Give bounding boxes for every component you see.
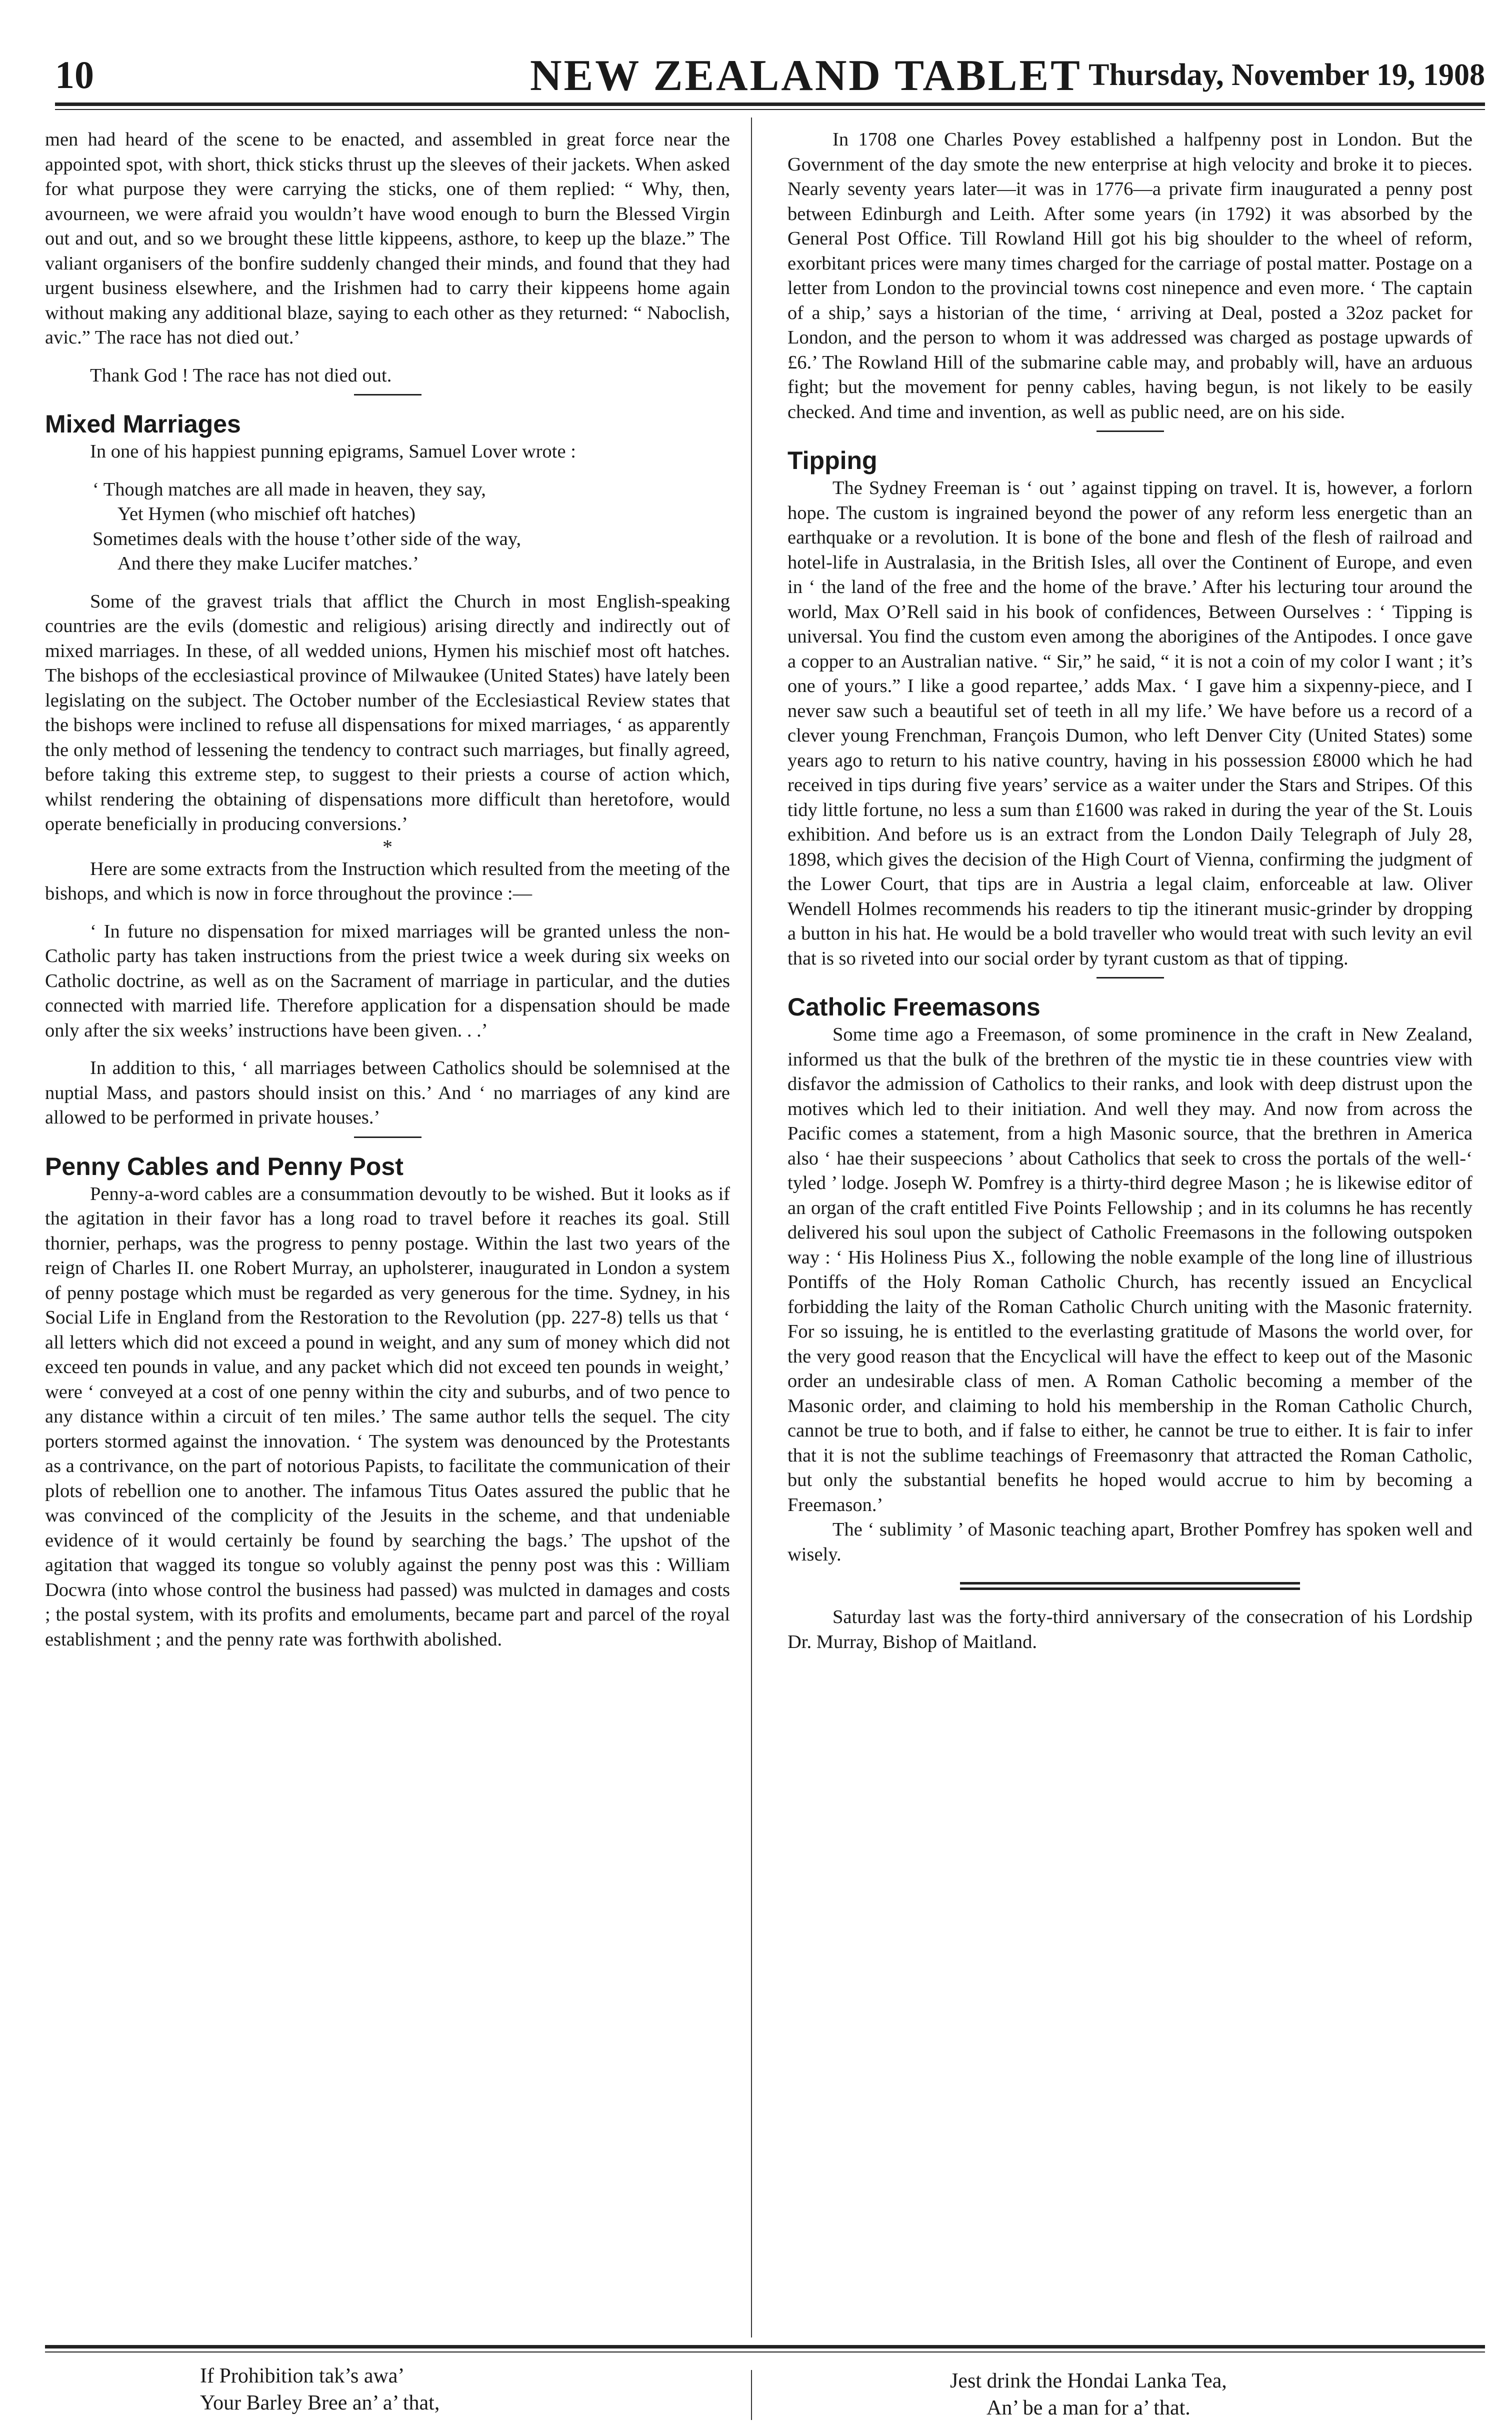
heading-mixed-marriages: Mixed Marriages (45, 410, 241, 438)
asterisk-separator: * (382, 835, 392, 858)
penny-paragraph-2: In 1708 one Charles Povey established a halfpenny post in London. But the Government of the day smote the new enterprise at high velocity and broke it to pieces. Nearly seventy years later—it was in 1776—a private firm inaugurated a penny post between Edinburgh and Leith. After some years (in 1792) it was absorbed by the General Post Office. Till Rowland Hill got his big shoulder to the wheel of reform, exorbitant prices were many times charged for the carriage of postal matter. Postage on a letter from London to the provincial towns cost ninepence and even more. ‘ The captain of a ship,’ says a historian of the time, ‘ arriving at Deal, posted a 32oz packet for London, and the person to whom it was addressed was charged as postage upwards of £6.’ The Rowland Hill of the submarine cable may, and probably will, have an arduous fight; but the movement for penny cables, having begun, is not likely to be easily checked. And time and invention, as well as public need, are on his side. (788, 129, 1472, 422)
mixed-paragraph-3: Here are some extracts from the Instruction which resulted from the meeting of the bishops, and which is now in force throughout the province :— (45, 858, 730, 904)
column-divider (751, 118, 752, 2338)
page-number: 10 (55, 53, 94, 96)
footer-left-line-1: If Prohibition tak’s awa’ (200, 2364, 405, 2388)
poem-line-1: ‘ Though matches are all made in heaven, they say, (92, 478, 486, 500)
footer-advert-right (950, 2368, 1227, 2422)
section-rule (1096, 977, 1164, 978)
freemasons-paragraph-1: Some time ago a Freemason, of some prominence in the craft in New Zealand, informed us that the bulk of the brethren of the mystic tie in these countries view with disfavor the admission of Catholics to their ranks, and look with deep distrust upon the motives which led to their initiation. And well they may. And now from across the Pacific comes a statement, from a high Masonic source, that the brethren in America also ‘ hae their suspeecions ’ about Catholics that seek to cross the portals of the well-‘ tyled ’ lodge. Joseph W. Pomfrey is a thirty-third degree Mason ; he is likewise editor of an organ of the craft entitled Five Points Fellowship ; and in its columns he has recently delivered his soul upon the subject of Catholic Freemasons in the following outspoken way : ‘ His Holiness Pius X., following the noble example of the long line of illustrious Pontiffs of the Holy Roman Catholic Church, has recently issued an Encyclical forbidding the laity of the Roman Catholic Church uniting with the Masonic fraternity. For so issuing, he is entitled to the everlasting gratitude of Masons the world over, for the very good reason that the Encyclical will have the effect to keep out of the Masonic order an undesirable class of men. A Roman Catholic becoming a member of the Masonic order, and claiming to hold his membership in the Roman Catholic Church, cannot be true to both, and if false to either, he cannot be true to either. It is fair to infer that it is not the sublime teachings of Freemasonry that attracted the Roman Catholic, but only the substantial benefits he hoped would accrue to him by becoming a Freemason.’ (788, 1024, 1472, 1516)
footer-right-line-2: An’ be a man for a’ that. (986, 2396, 1190, 2420)
tipping-paragraph: The Sydney Freeman is ‘ out ’ against tipping on travel. It is, however, a forlorn hope. The custom is ingrained beyond the power of any reform less energetic than an earthquake or a revolution. It is bone of the bone and flesh of the flesh of railroad and hotel-life in Australasia, in the British Isles, all over the Continent of Europe, and even in ‘ the land of the free and the home of the brave.’ After his lecturing tour around the world, Max O’Rell said in his book of confidences, Between Ourselves : ‘ Tipping is universal. You find the custom even among the aborigines of the Antipodes. I once gave a copper to an Australian native. “ Sir,” he said, “ it is not a coin of my color I want ; it’s one of yours.” I like a good repartee,’ adds Max. ‘ I gave him a sixpenny-piece, and I never saw such a beautiful set of teeth in all my life.’ We have before us a record of a clever young Frenchman, François Dumon, who left Denver City (United States) some years ago to return to his native country, having in his possession £8000 which he had received in tips during five years’ service as a waiter under the Stars and Stripes. Of this tidy little fortune, no less a sum than £1600 was raked in during the year of the St. Louis exhibition. And before us is an extract from the London Daily Telegraph of July 28, 1898, which gives the decision of the High Court of Vienna, confirming the judgment of the Lower Court, that tips are in Austria a legal claim, enforceable at law. Oliver Wendell Holmes recommends his readers to tip the itinerant music-grinder by dropping a button in his hat. He would be a bold traveller who would treat with such levity an evil that is so riveted into our social order by tyrant custom as that of tipping. (788, 478, 1472, 969)
poem-line-2: Yet Hymen (who mischief oft hatches) (118, 504, 416, 524)
footer-rule (45, 2345, 1485, 2348)
left-column (45, 128, 730, 1652)
penny-paragraph-1: Penny-a-word cables are a consummation devoutly to be wished. But it looks as if the agitation in their favor has a long road to travel before it reaches its goal. Still thornier, perhaps, was the progress to penny postage. Within the last two years of the reign of Charles II. one Robert Murray, an upholsterer, inaugurated in London a system of penny postage which must be regarded as very generous for the time. Sydney, in his Social Life in England from the Restoration to the Revolution (pp. 227-8) tells us that ‘ all letters which did not exceed a pound in weight, and any sum of money which did not exceed ten pounds in value, and any packet which did not exceed ten pounds in weight,’ were ‘ conveyed at a cost of one penny within the city and suburbs, and of two pence to any distance within a circuit of ten miles.’ The same author tells the sequel. The city porters stormed against the innovation. ‘ The system was denounced by the Protestants as a contrivance, on the part of notorious Papists, to facilitate the communication of their plots of rebellion one to another. The infamous Titus Oates assured the public that he was convinced of the complicity of the Jesuits in the scheme, and that undeniable evidence of it would certainly be found by searching the bags.’ The upshot of the agitation that wagged its tongue so volubly against the penny post was this : William Docwra (into whose control the business had passed) was mulcted in damages and costs ; the postal system, with its profits and emoluments, became part and parcel of the royal establishment ; and the penny rate was forthwith abolished. (45, 1183, 730, 1650)
masthead-rule-thin (55, 109, 1485, 110)
footer-advert-left (200, 2362, 440, 2416)
masthead-rule (55, 102, 1485, 106)
issue-date: Thursday, November 19, 1908 (1088, 58, 1485, 92)
section-rule (354, 394, 422, 396)
freemasons-paragraph-2: The ‘ sublimity ’ of Masonic teaching apart, Brother Pomfrey has spoken well and wisely. (788, 1519, 1472, 1565)
footer-divider (751, 2370, 752, 2420)
footer-left-line-2: Your Barley Bree an’ a’ that, (200, 2392, 440, 2414)
mixed-paragraph-4: ‘ In future no dispensation for mixed marriages will be granted unless the non-Catholic party has taken instructions from the priest twice a week during six weeks on Catholic doctrine, as well as on the Sacrament of marriage in particular, and the duties connected with married life. Therefore application for a dispensation should be made only after the six weeks’ instructions have been given. . .’ (45, 920, 730, 1041)
heading-catholic-freemasons: Catholic Freemasons (788, 993, 1040, 1021)
right-column (788, 128, 1472, 1654)
publication-title: NEW ZEALAND TABLET (530, 52, 1082, 100)
intro-paragraph: men had heard of the scene to be enacted, and assembled in great force near the appointed spot, with short, thick sticks thrust up the sleeves of their jackets. When asked for what purpose they were carrying the sticks, one of them replied: “ Why, then, avourneen, we were afraid you wouldn’t have wood enough to burn the Blessed Virgin out and out, and so we brought these little kippeens, asthore, to keep up the blaze.” The valiant organisers of the bonfire suddenly changed their minds, and found that they had urgent business elsewhere, and the Irishmen had to carry their kippeens home again without making any additional blaze, saying to each other as they returned: “ Naboclish, avic.” The race has not died out.’ (45, 129, 730, 348)
epigram-poem (92, 478, 730, 576)
heading-tipping: Tipping (788, 446, 878, 474)
mixed-paragraph-2: Some of the gravest trials that afflict the Church in most English-speaking countries are the evils (domestic and religious) arising directly and indirectly out of mixed marriages. In these, of all wedded unions, Hymen his mischief most oft hatches. The bishops of the ecclesiastical province of Milwaukee (United States) have lately been legislating on the subject. The October number of the Ecclesiastical Review states that the bishops were inclined to refuse all dispensations for mixed marriages, ‘ as apparently the only method of lessening the tendency to contract such marriages, but finally agreed, before taking this extreme step, to suggest to their priests a course of action which, whilst rendering the obtaining of dispensations more difficult than heretofore, would operate beneficially in producing conversions.’ (45, 590, 730, 834)
poem-line-3: Sometimes deals with the house t’other side of the way, (92, 528, 522, 550)
poem-line-4: And there they make Lucifer matches.’ (118, 553, 419, 574)
anniversary-notice: Saturday last was the forty-third anniversary of the consecration of his Lordship Dr. Murray, Bishop of Maitland. (788, 1606, 1472, 1652)
mixed-paragraph-1: In one of his happiest punning epigrams, Samuel Lover wrote : (90, 441, 576, 462)
masthead (55, 48, 1485, 102)
heading-penny-cables: Penny Cables and Penny Post (45, 1152, 404, 1180)
mixed-paragraph-5: In addition to this, ‘ all marriages between Catholics should be solemnised at the nuptial Mass, and pastors should insist on this.’ And ‘ no marriages of any kind are allowed to be performed in private houses.’ (45, 1058, 730, 1128)
section-rule (1096, 430, 1164, 432)
footer-right-line-1: Jest drink the Hondai Lanka Tea, (950, 2370, 1227, 2392)
double-rule (960, 1582, 1300, 1590)
section-rule (354, 1136, 422, 1138)
intro-closing: Thank God ! The race has not died out. (90, 364, 392, 386)
